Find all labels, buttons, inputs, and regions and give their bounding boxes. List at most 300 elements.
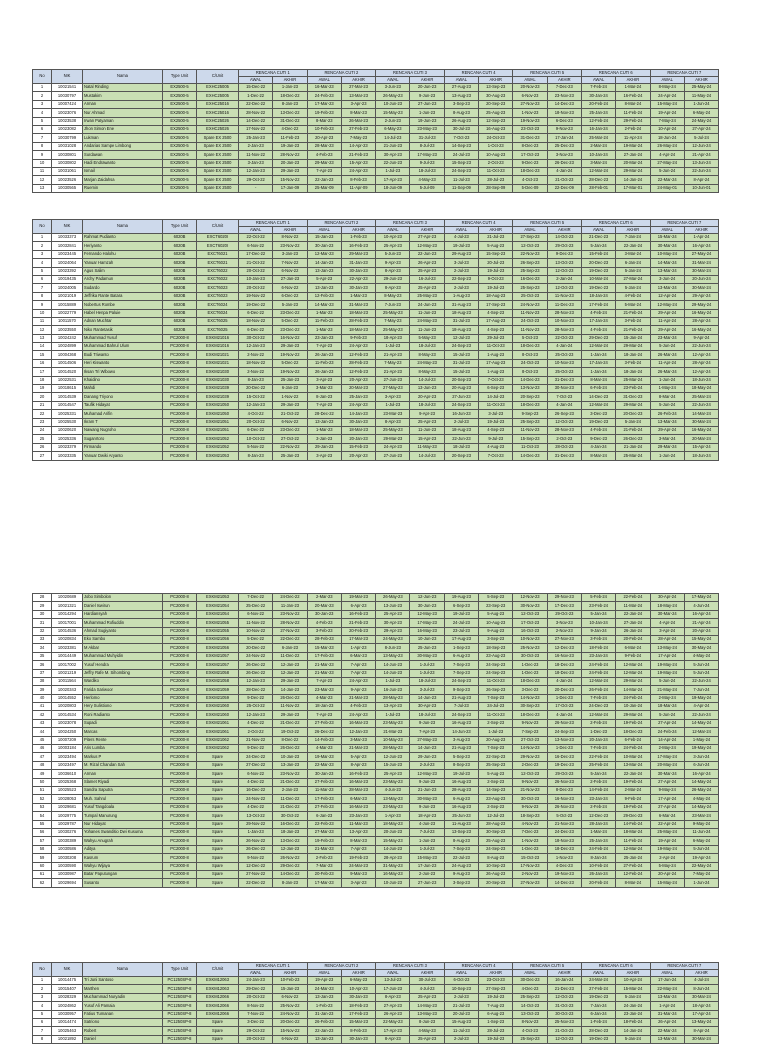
cell-awal: 16-May-23 bbox=[376, 870, 410, 878]
row-name: Robert bbox=[83, 1027, 163, 1035]
cell-awal: 16-Mar-23 bbox=[307, 84, 341, 92]
cell-awal: 22-Apr-24 bbox=[650, 820, 684, 828]
header-rencana-cuti-5: RENCANA CUTI 5 bbox=[513, 220, 582, 227]
cell-awal: 8-Oct-23 bbox=[513, 351, 547, 359]
row-no: 22 bbox=[33, 410, 52, 418]
row-type-unit: EX2500-5 bbox=[163, 184, 197, 192]
cell-awal: 9-Dec-23 bbox=[513, 159, 547, 167]
header-awal: AWAL bbox=[444, 77, 478, 84]
row-nik: 10032841 bbox=[52, 242, 83, 250]
cell-awal: 10-Feb-24 bbox=[581, 862, 615, 870]
cell-awal: 25-Sep-23 bbox=[513, 284, 547, 292]
cell-awal: 14-Mar-23 bbox=[307, 301, 341, 309]
cell-akhir: 16-Dec-22 bbox=[273, 820, 307, 828]
cell-awal: 13-Jul-23 bbox=[376, 977, 410, 985]
table-row bbox=[33, 452, 719, 460]
table-row bbox=[33, 736, 719, 744]
row-no: 30 bbox=[33, 610, 52, 618]
cell-akhir: 15-Mar-23 bbox=[341, 1018, 375, 1026]
cell-awal: 9-Dec-22 bbox=[239, 694, 273, 702]
cell-awal: 27-Nov-23 bbox=[513, 100, 547, 108]
cell-akhir: 21-Feb-23 bbox=[341, 619, 375, 627]
row-type-unit: EX2500-5 bbox=[163, 125, 197, 133]
row-nik: 10028329 bbox=[52, 993, 83, 1001]
cell-awal: 1-Dec-22 bbox=[239, 92, 273, 100]
row-nik: 10023381 bbox=[52, 644, 83, 652]
cell-awal: 24-May-23 bbox=[376, 635, 410, 643]
row-name: Susanto bbox=[83, 879, 163, 887]
cell-akhir: 22-Jun-24 bbox=[684, 711, 718, 719]
cell-awal: 29-Oct-22 bbox=[239, 1027, 273, 1035]
header-akhir: AKHIR bbox=[341, 970, 375, 977]
row-nik: 10014539 bbox=[52, 393, 83, 401]
cell-awal: 7-Oct-23 bbox=[444, 134, 478, 142]
cell-awal: 9-Nov-23 bbox=[513, 719, 547, 727]
row-nik: 10031061 bbox=[52, 167, 83, 175]
cell-awal: 24-Jul-23 bbox=[444, 151, 478, 159]
cell-awal: 14-Nov-23 bbox=[513, 745, 547, 753]
cell-awal: 20-Sep-23 bbox=[444, 452, 478, 460]
cell-awal: 26-Jan-24 bbox=[581, 870, 615, 878]
cell-awal: 14-Feb-23 bbox=[307, 736, 341, 744]
cell-akhir: 18-Jul-23 bbox=[410, 711, 444, 719]
row-no: 7 bbox=[33, 134, 52, 142]
row-nik: 10007209 bbox=[52, 736, 83, 744]
cell-awal: 3-Apr-23 bbox=[376, 393, 410, 401]
row-no: 6 bbox=[33, 125, 52, 133]
cell-awal: 27-Sep-23 bbox=[513, 234, 547, 242]
cell-awal: 30-Jan-23 bbox=[307, 610, 341, 618]
cell-awal: 19-Mar-23 bbox=[307, 753, 341, 761]
cell-awal: 15-Oct-23 bbox=[513, 854, 547, 862]
cell-awal: 10-Jun-23 bbox=[376, 100, 410, 108]
row-type-unit: PC2000-8 bbox=[163, 786, 197, 794]
row-type-unit: EX2500-5 bbox=[163, 176, 197, 184]
cell-akhir: 21-Dec-23 bbox=[547, 985, 581, 993]
header-nik: NIK bbox=[52, 963, 83, 977]
row-c-unit: EXKM21058 bbox=[197, 677, 239, 685]
cell-akhir: 12-Oct-23 bbox=[547, 993, 581, 1001]
cell-akhir: 11-Oct-23 bbox=[479, 401, 513, 409]
cell-awal: 8-Jun-23 bbox=[376, 644, 410, 652]
row-no: 8 bbox=[33, 142, 52, 150]
cell-awal: 23-May-23 bbox=[376, 778, 410, 786]
cell-awal: 25-Oct-23 bbox=[513, 292, 547, 300]
cell-akhir: 28-Nov-22 bbox=[273, 151, 307, 159]
row-no: 44 bbox=[33, 728, 52, 736]
row-no: 5 bbox=[33, 1010, 52, 1018]
cell-akhir: 18-Mar-24 bbox=[616, 828, 650, 836]
cell-awal: 10-Jun-23 bbox=[376, 879, 410, 887]
cell-awal: 10-Apr-24 bbox=[650, 125, 684, 133]
cell-akhir: 28-Nov-22 bbox=[273, 619, 307, 627]
header-row-groups bbox=[33, 70, 719, 77]
cell-awal: 12-Mar-24 bbox=[581, 343, 615, 351]
cell-awal: 5-Jun-24 bbox=[650, 711, 684, 719]
cell-awal: 24-Nov-23 bbox=[513, 301, 547, 309]
cell-akhir: 13-Mar-23 bbox=[341, 92, 375, 100]
header-rencana-cuti-2: RENCANA CUTI 2 bbox=[307, 963, 376, 970]
row-c-unit: EXKM21053 bbox=[197, 594, 239, 602]
cell-awal: 10-May-24 bbox=[650, 250, 684, 258]
cell-awal: 21-Apr-23 bbox=[376, 368, 410, 376]
cell-awal: 11-Nov-22 bbox=[239, 151, 273, 159]
cell-awal: 18-Apr-23 bbox=[376, 334, 410, 342]
cell-awal: 15-May-23 bbox=[376, 109, 410, 117]
cell-akhir: 7-May-23 bbox=[341, 134, 375, 142]
cell-akhir: 3-Sep-23 bbox=[479, 635, 513, 643]
row-c-unit: EXKM21059 bbox=[197, 686, 239, 694]
row-type-unit: PC2000-8 bbox=[163, 753, 197, 761]
cell-akhir: 8-Jun-24 bbox=[684, 985, 718, 993]
row-no: 48 bbox=[33, 761, 52, 769]
row-c-unit: EXHC25005 bbox=[197, 84, 239, 92]
cell-awal: 10-Nov-22 bbox=[239, 627, 273, 635]
cell-awal: 21-Mar-23 bbox=[376, 728, 410, 736]
cell-awal: 13-Oct-22 bbox=[239, 812, 273, 820]
cell-akhir: 16-Jul-23 bbox=[410, 275, 444, 283]
cell-akhir: 4-Feb-24 bbox=[616, 292, 650, 300]
cell-akhir: 8-Apr-24 bbox=[684, 1027, 718, 1035]
cell-akhir: 8-Nov-22 bbox=[273, 234, 307, 242]
header-awal: AWAL bbox=[444, 227, 478, 234]
row-name: Heri Kiswanto bbox=[83, 359, 163, 367]
cell-akhir: 25-Jan-24 bbox=[616, 854, 650, 862]
cell-awal: 8-May-24 bbox=[650, 84, 684, 92]
row-no: 38 bbox=[33, 677, 52, 685]
cell-akhir: 25-Aug-23 bbox=[479, 109, 513, 117]
table-row bbox=[33, 84, 719, 92]
cell-awal: 26-Feb-24 bbox=[581, 686, 615, 694]
cell-akhir: 21-Mar-23 bbox=[341, 745, 375, 753]
cell-akhir: 9-Jun-23 bbox=[410, 92, 444, 100]
row-type-unit: 6020B bbox=[163, 292, 197, 300]
table-row bbox=[33, 351, 719, 359]
row-c-unit: EXCT6020I bbox=[197, 234, 239, 242]
cell-akhir: 18-Jan-24 bbox=[616, 351, 650, 359]
cell-akhir: 16-Jan-24 bbox=[547, 977, 581, 985]
cell-akhir: 8-Mar-24 bbox=[616, 879, 650, 887]
cell-awal: 3-Mar-23 bbox=[307, 385, 341, 393]
row-nik: 10030987 bbox=[52, 870, 83, 878]
cell-akhir: 9-Apr-23 bbox=[410, 410, 444, 418]
cell-akhir: 5-Jun-24 bbox=[684, 845, 718, 853]
row-c-unit: Spare EX 2500 bbox=[197, 176, 239, 184]
cell-akhir: 12-Mar-24 bbox=[616, 845, 650, 853]
row-nik: 10023494 bbox=[52, 753, 83, 761]
cell-awal: 25-Jan-24 bbox=[581, 109, 615, 117]
row-name: Yohanes Swanditio Dwi Kusuma bbox=[83, 828, 163, 836]
cell-awal: 26-Aug-23 bbox=[444, 117, 478, 125]
cell-awal: 1-Apr-24 bbox=[650, 1002, 684, 1010]
cell-akhir: 18-Dec-23 bbox=[547, 845, 581, 853]
cell-awal: 15-May-24 bbox=[650, 879, 684, 887]
cell-awal: 25-Oct-22 bbox=[239, 703, 273, 711]
row-type-unit: PC2000-8 bbox=[163, 435, 197, 443]
cell-akhir: 22-Apr-23 bbox=[341, 275, 375, 283]
cell-awal: 7-Sep-23 bbox=[444, 661, 478, 669]
cell-akhir: 11-Dec-22 bbox=[273, 795, 307, 803]
row-type-unit: PC2000-8 bbox=[163, 845, 197, 853]
row-c-unit: EXKM21061 bbox=[197, 728, 239, 736]
header-awal: AWAL bbox=[513, 970, 547, 977]
row-nik: 10020689 bbox=[52, 594, 83, 602]
table-row bbox=[33, 1002, 719, 1010]
cell-awal: 14-Feb-24 bbox=[581, 786, 615, 794]
cell-akhir: 25-Mar-24 bbox=[616, 376, 650, 384]
row-nik: 10023526 bbox=[52, 176, 83, 184]
row-no: 27 bbox=[33, 452, 52, 460]
cell-awal: 11-Mar-23 bbox=[307, 786, 341, 794]
cell-awal: 11-Nov-23 bbox=[513, 309, 547, 317]
cell-akhir: 12-Apr-24 bbox=[684, 351, 718, 359]
table-row bbox=[33, 977, 719, 985]
row-type-unit: PC1250SP-8 bbox=[163, 985, 197, 993]
row-name: Yusuf Tangdoala bbox=[83, 803, 163, 811]
cell-akhir: 2-Jan-24 bbox=[547, 275, 581, 283]
cell-akhir: 24-May-23 bbox=[410, 317, 444, 325]
cell-awal: 23-May-23 bbox=[376, 719, 410, 727]
cell-akhir: 31-Jan-23 bbox=[341, 259, 375, 267]
row-name: Wahyu Wijaya bbox=[83, 862, 163, 870]
cell-awal: 13-Jan-23 bbox=[307, 284, 341, 292]
row-nik: 10014475 bbox=[52, 977, 83, 985]
cell-awal: 22-Sep-23 bbox=[444, 275, 478, 283]
row-no: 42 bbox=[33, 711, 52, 719]
cell-awal: 2-May-24 bbox=[650, 745, 684, 753]
row-type-unit: EX2500-5 bbox=[163, 159, 197, 167]
row-nik: 10030799 bbox=[52, 134, 83, 142]
cell-awal: 15-Jan-23 bbox=[307, 234, 341, 242]
row-c-unit: Spare bbox=[197, 778, 239, 786]
cell-akhir: 12-Oct-23 bbox=[547, 284, 581, 292]
cell-akhir: 15-Feb-23 bbox=[341, 443, 375, 451]
cell-awal: 20-Oct-22 bbox=[239, 993, 273, 1001]
cell-awal: 9-May-24 bbox=[650, 786, 684, 794]
cell-awal: 7-May-23 bbox=[376, 317, 410, 325]
cell-awal: 5-Jan-24 bbox=[581, 610, 615, 618]
row-nik: 10029694 bbox=[52, 879, 83, 887]
cell-akhir: 21-Feb-24 bbox=[616, 326, 650, 334]
cell-akhir: 24-Sep-23 bbox=[479, 669, 513, 677]
cell-akhir: 24-May-23 bbox=[410, 359, 444, 367]
header-akhir: AKHIR bbox=[273, 970, 307, 977]
cell-akhir: 11-Oct-23 bbox=[479, 677, 513, 685]
row-type-unit: PC1250SP-8 bbox=[163, 977, 197, 985]
cell-akhir: 28-Nov-23 bbox=[547, 309, 581, 317]
cell-akhir: 18-Nov-23 bbox=[547, 109, 581, 117]
cell-awal: 8-May-23 bbox=[376, 292, 410, 300]
cell-akhir: 9-Nov-23 bbox=[547, 125, 581, 133]
table-row bbox=[33, 854, 719, 862]
cell-akhir: 6-Jan-23 bbox=[273, 385, 307, 393]
row-no: 24 bbox=[33, 426, 52, 434]
row-name: Tumpal Manurung bbox=[83, 812, 163, 820]
table-row bbox=[33, 100, 719, 108]
row-nik: 10011570 bbox=[52, 317, 83, 325]
cell-akhir: 13-Oct-23 bbox=[547, 259, 581, 267]
cell-awal: 13-Jan-23 bbox=[307, 267, 341, 275]
cell-akhir: 25-Jan-23 bbox=[273, 376, 307, 384]
cell-awal: 24-Jan-23 bbox=[239, 977, 273, 985]
cell-akhir: 26-Sep-23 bbox=[547, 410, 581, 418]
row-no: 7 bbox=[33, 1027, 52, 1035]
row-c-unit: EXKM21062 bbox=[197, 745, 239, 753]
cell-akhir: 25-Apr-23 bbox=[410, 993, 444, 1001]
cell-awal: 18-Jul-23 bbox=[444, 443, 478, 451]
row-name: Lukman bbox=[83, 134, 163, 142]
row-c-unit: EXKM21016 bbox=[197, 343, 239, 351]
row-no: 59 bbox=[33, 854, 52, 862]
cell-awal: 19-Dec-23 bbox=[581, 418, 615, 426]
cell-akhir: 29-Jun-23 bbox=[410, 753, 444, 761]
row-name: Marcas bbox=[83, 728, 163, 736]
cell-awal: 13-Jun-23 bbox=[376, 602, 410, 610]
table-row bbox=[33, 376, 719, 384]
table-row bbox=[33, 879, 719, 887]
row-type-unit: PC2000-8 bbox=[163, 644, 197, 652]
cell-akhir: 24-Jul-23 bbox=[479, 703, 513, 711]
cell-awal: 1-Sep-23 bbox=[444, 644, 478, 652]
cell-akhir: 15-Apr-24 bbox=[684, 443, 718, 451]
cell-awal: 26-Nov-22 bbox=[239, 837, 273, 845]
cell-akhir: 1-Jun-23 bbox=[410, 109, 444, 117]
cell-akhir: 10-Mar-24 bbox=[616, 753, 650, 761]
cell-awal: 8-Mar-24 bbox=[581, 452, 615, 460]
cell-akhir: 15-Sep-23 bbox=[479, 250, 513, 258]
cell-awal: 6-Nov-22 bbox=[239, 610, 273, 618]
cell-awal: 1-Dec-23 bbox=[513, 845, 547, 853]
row-name: Yanuar Dwiki Aryanto bbox=[83, 452, 163, 460]
cell-akhir: 25-Oct-23 bbox=[547, 368, 581, 376]
cell-akhir: 22-Jan-24 bbox=[616, 770, 650, 778]
cell-akhir: 11-Apr-09 bbox=[341, 184, 375, 192]
cell-awal: 18-Nov-22 bbox=[239, 359, 273, 367]
cell-akhir: 23-Dec-22 bbox=[273, 309, 307, 317]
cell-awal: 1-Jul-23 bbox=[376, 401, 410, 409]
cell-awal: 20-Oct-22 bbox=[239, 267, 273, 275]
row-no: 23 bbox=[33, 418, 52, 426]
cell-akhir: 25-Apr-23 bbox=[410, 418, 444, 426]
cell-awal: 6-Dec-22 bbox=[239, 326, 273, 334]
header-rencana-cuti-6: RENCANA CUTI 6 bbox=[581, 220, 650, 227]
cell-akhir: 4-Sep-23 bbox=[479, 309, 513, 317]
row-c-unit: EXKM21052 bbox=[197, 435, 239, 443]
header-type: Type Unit bbox=[163, 963, 197, 977]
row-name: Aditya bbox=[83, 845, 163, 853]
table-ex2500 bbox=[32, 69, 719, 193]
cell-awal: 25-Apr-23 bbox=[376, 770, 410, 778]
cell-awal: 19-May-24 bbox=[650, 845, 684, 853]
cell-awal: 14-Apr-24 bbox=[650, 736, 684, 744]
cell-awal: 30-Jul-23 bbox=[444, 125, 478, 133]
cell-awal: 13-Sep-23 bbox=[444, 828, 478, 836]
row-nik: 10023445 bbox=[52, 250, 83, 258]
cell-akhir: 22-Sep-23 bbox=[479, 753, 513, 761]
row-c-unit: EXKM21039 bbox=[197, 393, 239, 401]
table-row bbox=[33, 1027, 719, 1035]
cell-akhir: 1-Dec-23 bbox=[547, 745, 581, 753]
cell-akhir: 21-Dec-22 bbox=[273, 803, 307, 811]
header-akhir: AKHIR bbox=[273, 227, 307, 234]
cell-akhir: 3-Mar-23 bbox=[341, 736, 375, 744]
cell-awal: 6-Aug-23 bbox=[444, 795, 478, 803]
header-awal: AWAL bbox=[376, 77, 410, 84]
row-no: 17 bbox=[33, 368, 52, 376]
cell-akhir: 19-Mar-24 bbox=[616, 142, 650, 150]
cell-awal: 9-Sep-23 bbox=[513, 410, 547, 418]
row-c-unit: EXKM12066 bbox=[197, 1002, 239, 1010]
cell-awal: 31-Dec-23 bbox=[513, 134, 547, 142]
row-type-unit: 6020B bbox=[163, 309, 197, 317]
cell-awal: 2-Dec-23 bbox=[513, 761, 547, 769]
cell-akhir: 29-Mar-24 bbox=[616, 677, 650, 685]
header-rencana-cuti-2: RENCANA CUTI 2 bbox=[307, 220, 376, 227]
cell-awal: 13-Mar-24 bbox=[650, 418, 684, 426]
header-cunit: C/Unit bbox=[197, 963, 239, 977]
cell-awal: 19-Dec-23 bbox=[581, 267, 615, 275]
cell-awal: 27-Apr-24 bbox=[650, 803, 684, 811]
cell-akhir: 19-Oct-22 bbox=[273, 728, 307, 736]
cell-awal: 18-Jan-24 bbox=[581, 292, 615, 300]
row-no: 6 bbox=[33, 275, 52, 283]
cell-akhir: 15-Mar-24 bbox=[616, 985, 650, 993]
row-c-unit: EXHC25016 bbox=[197, 109, 239, 117]
cell-awal: 31-Mar-24 bbox=[650, 1010, 684, 1018]
table-row bbox=[33, 393, 719, 401]
row-no: 31 bbox=[33, 619, 52, 627]
cell-akhir: 28-Mar-23 bbox=[341, 786, 375, 794]
cell-akhir: 29-Jan-23 bbox=[273, 343, 307, 351]
row-no: 11 bbox=[33, 317, 52, 325]
row-name: Mahdi bbox=[83, 385, 163, 393]
cell-akhir: 5-Aug-23 bbox=[479, 610, 513, 618]
cell-awal: 13-Mar-24 bbox=[650, 1035, 684, 1043]
cell-akhir: 27-Jan-24 bbox=[616, 151, 650, 159]
cell-awal: 6-Dec-22 bbox=[239, 309, 273, 317]
cell-akhir: 24-Dec-22 bbox=[273, 594, 307, 602]
cell-awal: 8-Apr-23 bbox=[376, 993, 410, 1001]
cell-akhir: 20-Jan-23 bbox=[273, 159, 307, 167]
header-cunit: C/Unit bbox=[197, 70, 239, 84]
row-nik: 10019435 bbox=[52, 275, 83, 283]
cell-awal: 5-Jun-24 bbox=[650, 167, 684, 175]
cell-akhir: 14-Jul-23 bbox=[479, 393, 513, 401]
cell-akhir: 30-Oct-23 bbox=[547, 1010, 581, 1018]
cell-akhir: 12-Jan-23 bbox=[273, 669, 307, 677]
row-name: Muchammad Nuryadin bbox=[83, 993, 163, 1001]
cell-akhir: 5-Mar-24 bbox=[616, 301, 650, 309]
cell-akhir: 1-Mar-23 bbox=[341, 292, 375, 300]
row-no: 3 bbox=[33, 250, 52, 258]
cell-akhir: 12-Feb-24 bbox=[616, 870, 650, 878]
row-c-unit: Spare EX 2500 bbox=[197, 134, 239, 142]
cell-awal: 19-Dec-22 bbox=[239, 301, 273, 309]
row-nik: 10031028 bbox=[52, 142, 83, 150]
cell-awal: 9-Dec-22 bbox=[239, 745, 273, 753]
cell-awal: 18-Aug-23 bbox=[444, 309, 478, 317]
cell-akhir: 19-Jan-23 bbox=[273, 142, 307, 150]
table-row bbox=[33, 410, 719, 418]
row-type-unit: PC2000-8 bbox=[163, 719, 197, 727]
cell-akhir: 20-Jun-24 bbox=[684, 275, 718, 283]
row-nik: 10025336 bbox=[52, 435, 83, 443]
cell-akhir: 25-Nov-22 bbox=[273, 1002, 307, 1010]
row-nik: 10029787 bbox=[52, 820, 83, 828]
header-rencana-cuti-7: RENCANA CUTI 7 bbox=[650, 220, 719, 227]
row-name: Aris Lumba bbox=[83, 745, 163, 753]
cell-akhir: 8-Jun-23 bbox=[410, 1018, 444, 1026]
